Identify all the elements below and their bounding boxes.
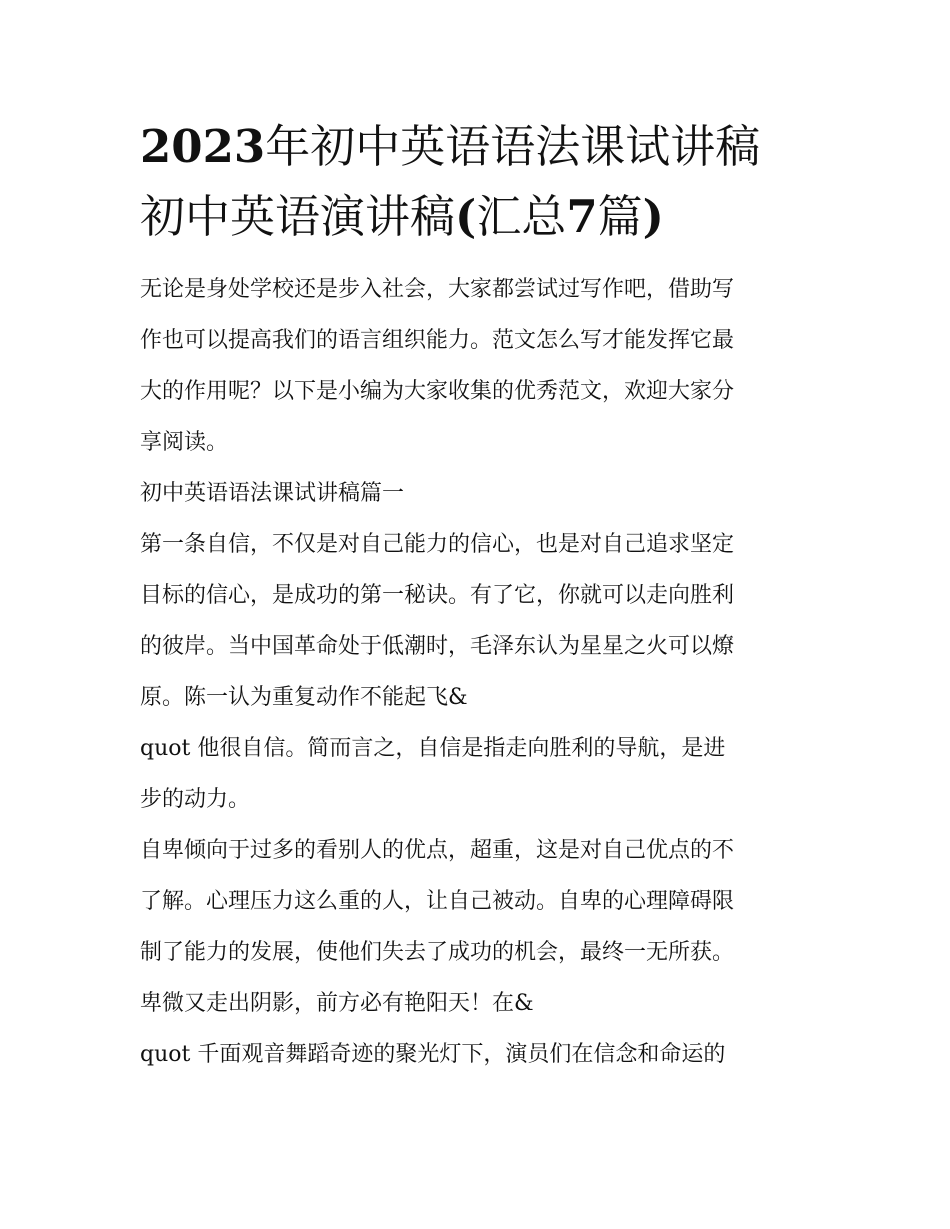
title-line-1: 2023年初中英语语法课试讲稿 xyxy=(140,120,761,173)
body-line: 无论是身处学校还是步入社会，大家都尝试过写作吧，借助写 xyxy=(140,277,735,302)
section-heading: 初中英语语法课试讲稿篇一 xyxy=(140,481,405,506)
document-title xyxy=(140,112,812,252)
body-line: 原。陈一认为重复动作不能起飞& xyxy=(140,685,468,710)
body-line: 目标的信心，是成功的第一秘诀。有了它，你就可以走向胜利 xyxy=(140,583,735,608)
body-line: 享阅读。 xyxy=(140,430,229,455)
body-line: 作也可以提高我们的语言组织能力。范文怎么写才能发挥它最 xyxy=(140,328,735,353)
body-line: 卑微又走出阴影，前方必有艳阳天！在& xyxy=(140,991,534,1016)
body-line: 大的作用呢？以下是小编为大家收集的优秀范文，欢迎大家分 xyxy=(140,379,735,404)
body-line: quot 千面观音舞蹈奇迹的聚光灯下，演员们在信念和命运的 xyxy=(140,1042,726,1067)
body-line: 制了能力的发展，使他们失去了成功的机会，最终一无所获。 xyxy=(140,940,735,965)
body-line: 的彼岸。当中国革命处于低潮时，毛泽东认为星星之火可以燎 xyxy=(140,634,735,659)
body-line: 步的动力。 xyxy=(140,787,251,812)
document-page xyxy=(140,112,812,1080)
title-line-2: 初中英语演讲稿(汇总7篇) xyxy=(140,190,664,243)
body-line: 第一条自信，不仅是对自己能力的信心，也是对自己追求坚定 xyxy=(140,532,735,557)
body-line: 了解。心理压力这么重的人，让自己被动。自卑的心理障碍限 xyxy=(140,889,735,914)
body-line: 自卑倾向于过多的看别人的优点，超重，这是对自己优点的不 xyxy=(140,838,735,863)
body-line: quot 他很自信。简而言之，自信是指走向胜利的导航，是进 xyxy=(140,736,726,761)
